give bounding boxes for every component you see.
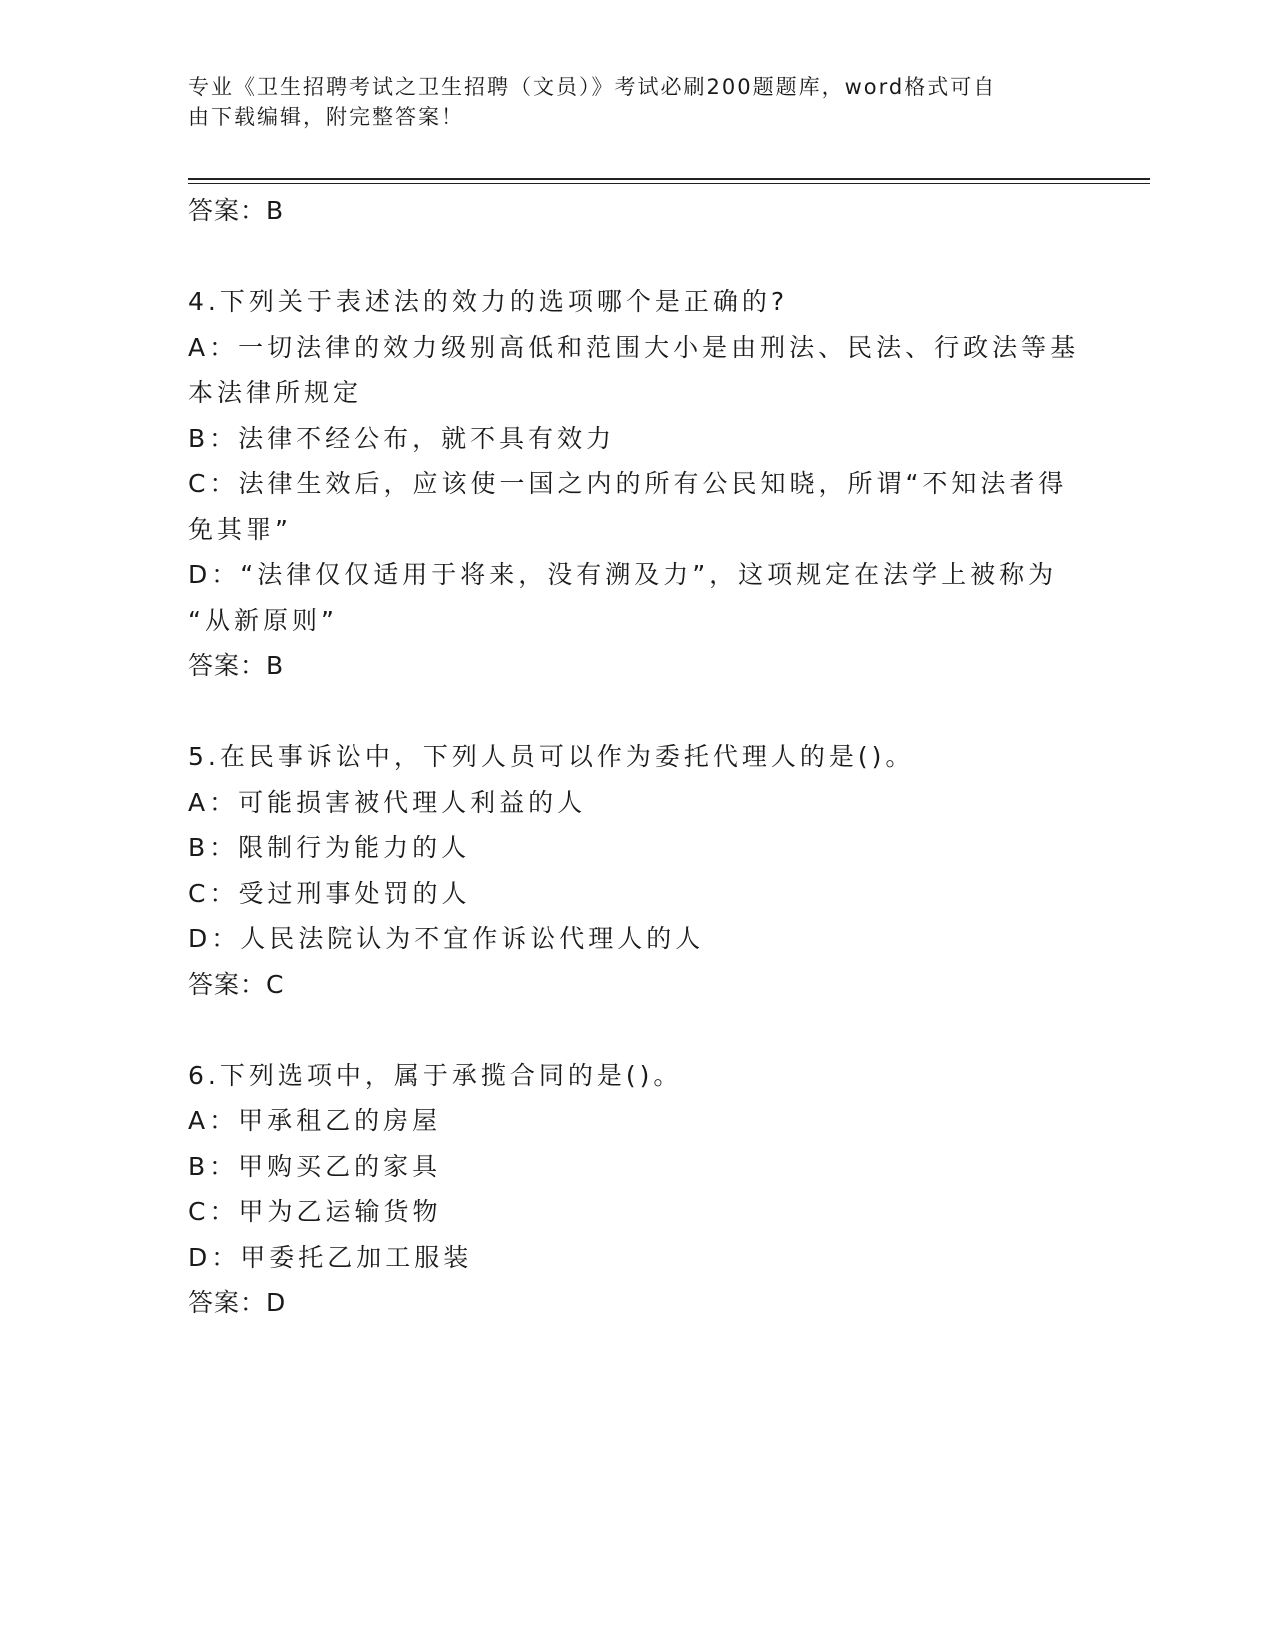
- question-5-option-d: D：人民法院认为不宜作诉讼代理人的人: [188, 924, 705, 953]
- question-5-answer: 答案：C: [188, 969, 285, 999]
- question-5-stem: 5.在民事诉讼中，下列人员可以作为委托代理人的是()。: [188, 742, 915, 771]
- question-6-option-b: B：甲购买乙的家具: [188, 1151, 442, 1181]
- header-line-1: 专业《卫生招聘考试之卫生招聘（文员）》考试必刷200题题库，word格式可自: [188, 75, 997, 99]
- question-content: [188, 188, 1088, 1326]
- question-6-option-d: D：甲委托乙加工服装: [188, 1242, 473, 1272]
- spacer: [188, 689, 1088, 735]
- question-4-option-c-line-2: 免其罪”: [188, 514, 292, 544]
- spacer: [188, 234, 1088, 280]
- question-6-stem: 6.下列选项中，属于承揽合同的是()。: [188, 1060, 683, 1090]
- question-4-option-d-line-2: “从新原则”: [188, 605, 338, 635]
- question-4-option-c-line-1: C：法律生效后，应该使一国之内的所有公民知晓，所谓“不知法者得: [188, 469, 1068, 498]
- question-4-option-a-line-2: 本法律所规定: [188, 378, 363, 407]
- question-4-stem: 4.下列关于表述法的效力的选项哪个是正确的?: [188, 287, 789, 316]
- question-6-answer: 答案：D: [188, 1288, 287, 1317]
- header-note: [188, 72, 1068, 132]
- header-divider-thin: [188, 183, 1150, 184]
- question-5: [188, 734, 1088, 1007]
- answer-previous: 答案：B: [188, 196, 285, 225]
- question-5-option-a: A：可能损害被代理人利益的人: [188, 787, 587, 817]
- question-6-option-a: A：甲承租乙的房屋: [188, 1106, 442, 1135]
- question-6-option-c: C：甲为乙运输货物: [188, 1197, 442, 1226]
- header-line-2: 由下载编辑，附完整答案！: [188, 105, 464, 129]
- question-4-option-b: B：法律不经公布，就不具有效力: [188, 423, 616, 453]
- spacer: [188, 1007, 1088, 1053]
- question-5-option-c: C：受过刑事处罚的人: [188, 878, 471, 908]
- header-divider-thick: [188, 178, 1150, 180]
- question-4-option-a-line-1: A：一切法律的效力级别高低和范围大小是由刑法、民法、行政法等基: [188, 332, 1080, 362]
- question-4-option-d-line-1: D：“法律仅仅适用于将来，没有溯及力”，这项规定在法学上被称为: [188, 560, 1058, 589]
- question-4: [188, 279, 1088, 689]
- question-4-answer: 答案：B: [188, 651, 285, 680]
- question-5-option-b: B：限制行为能力的人: [188, 833, 471, 862]
- question-6: [188, 1053, 1088, 1326]
